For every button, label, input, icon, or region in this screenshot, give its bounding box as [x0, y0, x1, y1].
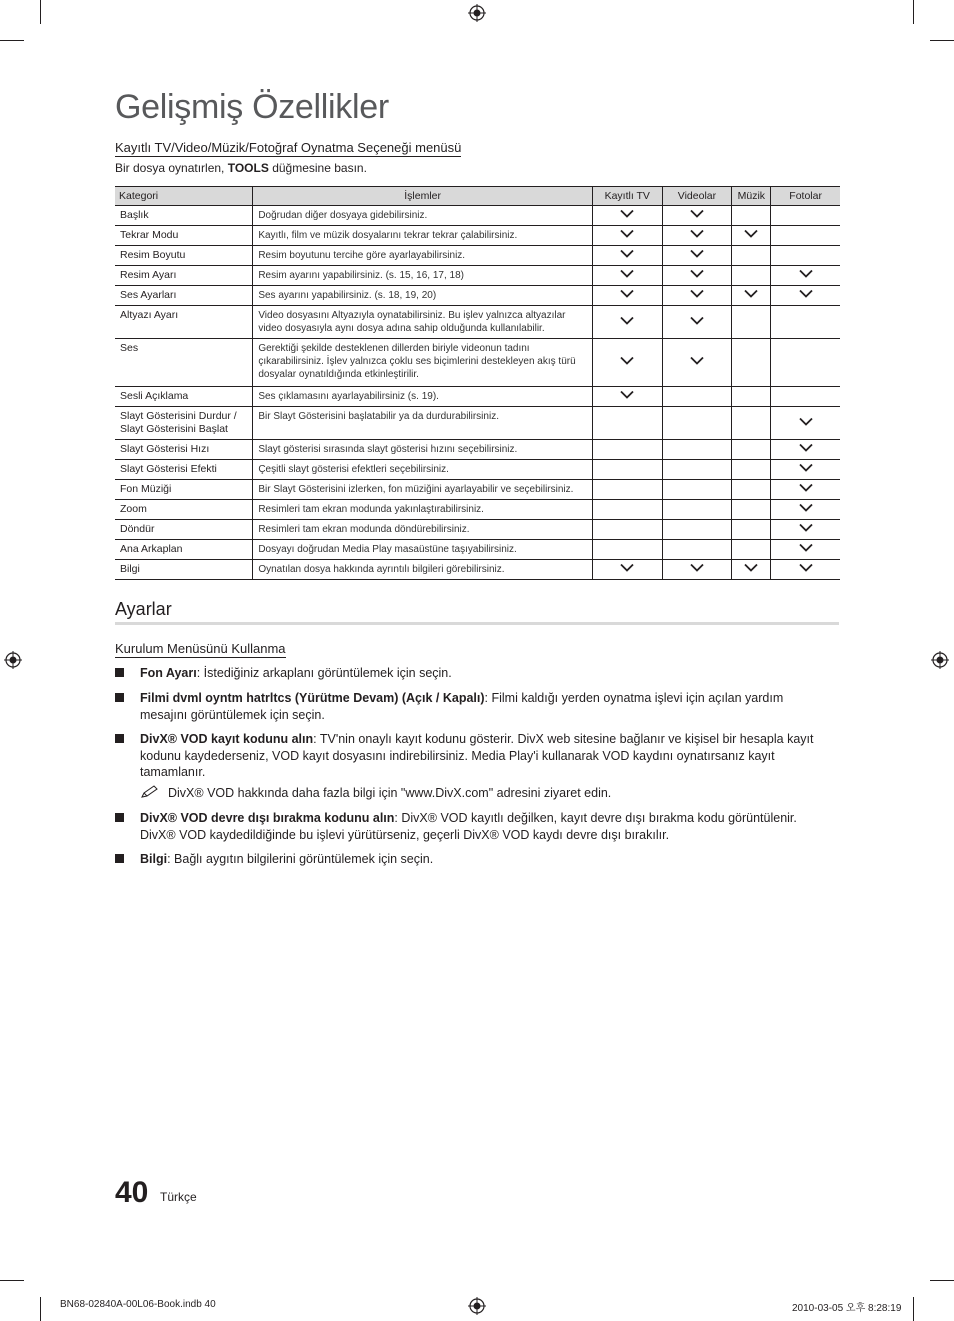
check-chevron-icon: [620, 249, 634, 258]
table-row: [115, 540, 840, 560]
table-row: [115, 206, 840, 226]
cell-islem: Oynatılan dosya hakkında ayrıntılı bilgileri görebilirsiniz.: [253, 560, 593, 580]
check-chevron-icon: [799, 523, 813, 532]
cell-muzik: [732, 440, 771, 460]
table-row: [115, 500, 840, 520]
cell-fotolar: [771, 206, 840, 226]
cell-fotolar: [771, 286, 840, 306]
col-header-kayitli-tv: Kayıtlı TV: [592, 187, 662, 206]
intro-text: [115, 161, 367, 175]
cell-kayitli-tv: [592, 286, 662, 306]
cell-muzik: [732, 266, 771, 286]
check-chevron-icon: [620, 356, 634, 365]
cell-kategori: Slayt Gösterisini Durdur / Slayt Gösterisini Başlat: [115, 407, 253, 440]
table-header-row: [115, 187, 840, 206]
table-row: [115, 407, 840, 440]
registration-mark-icon: [468, 4, 486, 22]
cell-kategori: Resim Boyutu: [115, 246, 253, 266]
cell-videolar: [662, 520, 732, 540]
cell-fotolar: [771, 266, 840, 286]
options-table: [115, 186, 840, 580]
bullet-text: : TV'nin onaylı kayıt kodunu gösterir. DivX web sitesine bağlanır ve kişisel bir hesapla kayıt kodunu kaydederseniz, VOD kayıt dosyasını indirebilirsiniz. Media Play'i kullanarak VOD kaydını oynatırsanız kayıt tamamlanır.: [140, 732, 814, 779]
cell-fotolar: [771, 226, 840, 246]
bullet-label: DivX® VOD kayıt kodunu alın: [140, 732, 314, 746]
cell-muzik: [732, 480, 771, 500]
cell-kategori: Döndür: [115, 520, 253, 540]
crop-mark: [913, 0, 914, 24]
cell-kayitli-tv: [592, 460, 662, 480]
col-header-muzik: Müzik: [732, 187, 771, 206]
cell-muzik: [732, 500, 771, 520]
cell-kategori: Başlık: [115, 206, 253, 226]
cell-muzik: [732, 460, 771, 480]
intro-before: Bir dosya oynatırlen,: [115, 161, 228, 175]
cell-muzik: [732, 560, 771, 580]
cell-videolar: [662, 500, 732, 520]
cell-kayitli-tv: [592, 339, 662, 387]
check-chevron-icon: [690, 356, 704, 365]
page-title: Gelişmiş Özellikler: [115, 88, 389, 126]
bullet-text: : DivX® VOD kayıtlı değilken, kayıt devre dışı bırakma kodu görüntülenir. DivX® VOD kaydedildiğinde bu işlevi yürütürseniz, geçerli DivX® VOD kaydı devre dışı bırakılır.: [140, 811, 797, 842]
bullet-square-icon: [115, 854, 124, 863]
crop-mark: [40, 1297, 41, 1321]
cell-islem: Slayt gösterisi sırasında slayt gösterisi hızını seçebilirsiniz.: [253, 440, 593, 460]
table-row: [115, 480, 840, 500]
cell-fotolar: [771, 540, 840, 560]
check-chevron-icon: [690, 249, 704, 258]
check-chevron-icon: [744, 563, 758, 572]
cell-muzik: [732, 226, 771, 246]
bullet-divx-kayit: [115, 731, 815, 781]
cell-islem: Bir Slayt Gösterisini başlatabilir ya da durdurabilirsiniz.: [253, 407, 593, 440]
check-chevron-icon: [620, 269, 634, 278]
check-chevron-icon: [620, 316, 634, 325]
crop-mark: [930, 1280, 954, 1281]
cell-fotolar: [771, 339, 840, 387]
cell-islem: Bir Slayt Gösterisini izlerken, fon müziğini ayarlayabilir ve seçebilirsiniz.: [253, 480, 593, 500]
crop-mark: [0, 40, 24, 41]
cell-kayitli-tv: [592, 246, 662, 266]
col-header-islemler: İşlemler: [253, 187, 593, 206]
cell-muzik: [732, 206, 771, 226]
cell-videolar: [662, 407, 732, 440]
cell-fotolar: [771, 440, 840, 460]
cell-fotolar: [771, 560, 840, 580]
cell-kategori: Bilgi: [115, 560, 253, 580]
bullet-label: Filmi dvml oyntm hatrltcs (Yürütme Devam) (Açık / Kapalı): [140, 691, 485, 705]
cell-kategori: Ses Ayarları: [115, 286, 253, 306]
cell-videolar: [662, 246, 732, 266]
registration-mark-icon: [4, 651, 22, 669]
cell-videolar: [662, 387, 732, 407]
cell-fotolar: [771, 246, 840, 266]
cell-videolar: [662, 306, 732, 339]
cell-islem: Kayıtlı, film ve müzik dosyalarını tekrar tekrar çalabilirsiniz.: [253, 226, 593, 246]
cell-islem: Gerektiği şekilde desteklenen dillerden biriyle videonun tadını çıkarabilirsiniz. İşlev yalnızca çoklu ses biçimlerini destekleyen akış türü dosyalar oynatıldığında etkinleştirilir.: [253, 339, 593, 387]
cell-fotolar: [771, 460, 840, 480]
cell-kayitli-tv: [592, 306, 662, 339]
crop-mark: [40, 0, 41, 24]
bullet-text: : İstediğiniz arkaplanı görüntülemek için seçin.: [196, 666, 452, 680]
cell-islem: Doğrudan diğer dosyaya gidebilirsiniz.: [253, 206, 593, 226]
crop-mark: [913, 1297, 914, 1321]
setup-menu-heading: Kurulum Menüsünü Kullanma: [115, 641, 286, 656]
cell-islem: Ses çıklamasını ayarlayabilirsiniz (s. 19).: [253, 387, 593, 407]
registration-mark-icon: [931, 651, 949, 669]
cell-muzik: [732, 387, 771, 407]
cell-kayitli-tv: [592, 266, 662, 286]
cell-islem: Resimleri tam ekran modunda döndürebilirsiniz.: [253, 520, 593, 540]
check-chevron-icon: [690, 209, 704, 218]
cell-fotolar: [771, 500, 840, 520]
intro-after: düğmesine basın.: [268, 161, 367, 175]
col-header-videolar: Videolar: [662, 187, 732, 206]
page-language: Türkçe: [160, 1190, 197, 1204]
cell-fotolar: [771, 407, 840, 440]
cell-kategori: Slayt Gösterisi Efekti: [115, 460, 253, 480]
cell-muzik: [732, 339, 771, 387]
bullet-yurutme-devam: [115, 690, 815, 723]
cell-islem: Dosyayı doğrudan Media Play masaüstüne taşıyabilirsiniz.: [253, 540, 593, 560]
cell-videolar: [662, 560, 732, 580]
table-row: [115, 266, 840, 286]
table-row: [115, 460, 840, 480]
cell-muzik: [732, 246, 771, 266]
cell-videolar: [662, 480, 732, 500]
cell-kayitli-tv: [592, 226, 662, 246]
cell-kayitli-tv: [592, 540, 662, 560]
check-chevron-icon: [620, 563, 634, 572]
cell-kayitli-tv: [592, 560, 662, 580]
cell-kayitli-tv: [592, 206, 662, 226]
bullet-square-icon: [115, 693, 124, 702]
col-header-fotolar: Fotolar: [771, 187, 840, 206]
check-chevron-icon: [799, 483, 813, 492]
bullet-bilgi: [115, 851, 815, 868]
cell-videolar: [662, 460, 732, 480]
table-row: [115, 520, 840, 540]
cell-muzik: [732, 286, 771, 306]
table-row: [115, 440, 840, 460]
table-row: [115, 560, 840, 580]
cell-kategori: Zoom: [115, 500, 253, 520]
cell-videolar: [662, 206, 732, 226]
cell-kayitli-tv: [592, 407, 662, 440]
check-chevron-icon: [799, 417, 813, 426]
table-row: [115, 387, 840, 407]
cell-kategori: Sesli Açıklama: [115, 387, 253, 407]
footer-file-info: BN68-02840A-00L06-Book.indb 40: [60, 1299, 216, 1310]
check-chevron-icon: [620, 390, 634, 399]
registration-mark-icon: [468, 1297, 486, 1315]
check-chevron-icon: [799, 503, 813, 512]
check-chevron-icon: [690, 563, 704, 572]
check-chevron-icon: [799, 443, 813, 452]
cell-kayitli-tv: [592, 520, 662, 540]
check-chevron-icon: [690, 269, 704, 278]
cell-fotolar: [771, 480, 840, 500]
cell-kayitli-tv: [592, 387, 662, 407]
check-chevron-icon: [620, 209, 634, 218]
cell-kategori: Resim Ayarı: [115, 266, 253, 286]
cell-islem: Resimleri tam ekran modunda yakınlaştırabilirsiniz.: [253, 500, 593, 520]
crop-mark: [930, 40, 954, 41]
cell-videolar: [662, 286, 732, 306]
cell-kategori: Ses: [115, 339, 253, 387]
cell-kayitli-tv: [592, 480, 662, 500]
cell-muzik: [732, 540, 771, 560]
check-chevron-icon: [744, 289, 758, 298]
check-chevron-icon: [799, 563, 813, 572]
table-row: [115, 339, 840, 387]
note-pencil-icon: [140, 785, 160, 799]
cell-kategori: Slayt Gösterisi Hızı: [115, 440, 253, 460]
menu-heading: Kayıtlı TV/Video/Müzik/Fotoğraf Oynatma Seçeneği menüsü: [115, 140, 462, 155]
check-chevron-icon: [799, 269, 813, 278]
bullet-label: DivX® VOD devre dışı bırakma kodunu alın: [140, 811, 395, 825]
bullet-label: Fon Ayarı: [140, 666, 197, 680]
cell-fotolar: [771, 306, 840, 339]
cell-videolar: [662, 266, 732, 286]
table-row: [115, 226, 840, 246]
cell-islem: Ses ayarını yapabilirsiniz. (s. 18, 19, 20): [253, 286, 593, 306]
footer-timestamp: 2010-03-05 오후 8:28:19: [792, 1303, 902, 1314]
cell-muzik: [732, 520, 771, 540]
bullet-square-icon: [115, 734, 124, 743]
check-chevron-icon: [690, 229, 704, 238]
cell-kayitli-tv: [592, 500, 662, 520]
cell-islem: Resim boyutunu tercihe göre ayarlayabilirsiniz.: [253, 246, 593, 266]
cell-muzik: [732, 306, 771, 339]
bullet-text: : Filmi kaldığı yerden oynatma işlevi için açılan yardım mesajını görüntülemek için seçin.: [140, 691, 784, 722]
bullet-text: : Bağlı aygıtın bilgilerini görüntülemek için seçin.: [167, 852, 434, 866]
check-chevron-icon: [799, 543, 813, 552]
check-chevron-icon: [690, 316, 704, 325]
section-title-ayarlar: Ayarlar: [115, 599, 839, 625]
check-chevron-icon: [799, 463, 813, 472]
page-number: 40: [115, 1176, 149, 1209]
cell-fotolar: [771, 520, 840, 540]
cell-videolar: [662, 226, 732, 246]
table-row: [115, 286, 840, 306]
cell-videolar: [662, 540, 732, 560]
bullet-square-icon: [115, 668, 124, 677]
note-text: DivX® VOD hakkında daha fazla bilgi için "www.DivX.com" adresini ziyaret edin.: [168, 786, 612, 800]
cell-islem: Resim ayarını yapabilirsiniz. (s. 15, 16, 17, 18): [253, 266, 593, 286]
bullet-label: Bilgi: [140, 852, 168, 866]
cell-kategori: Fon Müziği: [115, 480, 253, 500]
cell-fotolar: [771, 387, 840, 407]
cell-islem: Çeşitli slayt gösterisi efektleri seçebilirsiniz.: [253, 460, 593, 480]
tools-label: TOOLS: [227, 161, 269, 175]
crop-mark: [0, 1280, 24, 1281]
cell-kayitli-tv: [592, 440, 662, 460]
note: [140, 785, 611, 800]
table-row: [115, 306, 840, 339]
cell-kategori: Tekrar Modu: [115, 226, 253, 246]
bullet-divx-devre-disi: [115, 810, 815, 843]
cell-videolar: [662, 339, 732, 387]
cell-muzik: [732, 407, 771, 440]
cell-kategori: Altyazı Ayarı: [115, 306, 253, 339]
bullet-fon-ayari: [115, 665, 815, 682]
table-row: [115, 246, 840, 266]
cell-kategori: Ana Arkaplan: [115, 540, 253, 560]
check-chevron-icon: [744, 229, 758, 238]
cell-videolar: [662, 440, 732, 460]
cell-islem: Video dosyasını Altyazıyla oynatabilirsiniz. Bu işlev yalnızca altyazılar video dosyasıyla aynı dosya adına sahip olduğunda kullanılabilir.: [253, 306, 593, 339]
bullet-square-icon: [115, 813, 124, 822]
check-chevron-icon: [799, 289, 813, 298]
check-chevron-icon: [690, 289, 704, 298]
check-chevron-icon: [620, 229, 634, 238]
col-header-kategori: Kategori: [115, 187, 253, 206]
check-chevron-icon: [620, 289, 634, 298]
